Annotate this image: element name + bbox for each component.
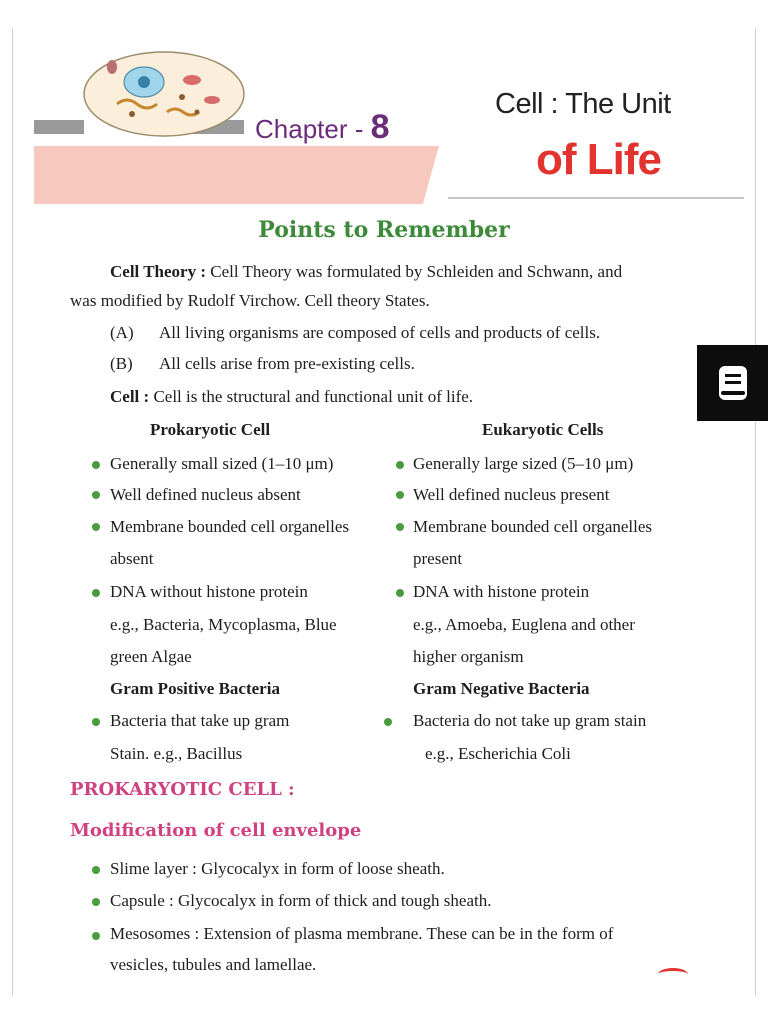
- book-icon: [717, 365, 749, 401]
- bullet-icon: [92, 491, 100, 499]
- gram-negative-point: Bacteria do not take up gram stain: [413, 711, 647, 730]
- animal-cell-diagram-icon: [72, 42, 262, 140]
- theory-item-a-text: All living organisms are composed of cells and products of cells.: [159, 323, 601, 342]
- bullet-icon: [92, 866, 100, 874]
- theory-item-a-marker: (A): [110, 323, 134, 342]
- bullet-icon: [92, 523, 100, 531]
- header-band: [34, 146, 439, 204]
- prokaryotic-point: Generally small sized (1–10 μm): [110, 454, 334, 473]
- eukaryotic-point: present: [413, 549, 463, 568]
- gram-positive-point: Stain. e.g., Bacillus: [110, 744, 243, 763]
- bullet-icon: [396, 491, 404, 499]
- cell-label: Cell :: [110, 387, 150, 406]
- theory-item-b-marker: (B): [110, 354, 133, 373]
- bullet-icon: [92, 589, 100, 597]
- book-tab-button[interactable]: [697, 345, 768, 421]
- prokaryotic-cell-heading: PROKARYOTIC CELL :: [70, 779, 295, 800]
- page-corner-mark: [658, 968, 688, 981]
- bullet-icon: [384, 718, 392, 726]
- theory-item-b-text: All cells arise from pre-existing cells.: [159, 354, 415, 373]
- eukaryotic-point: DNA with histone protein: [413, 582, 590, 601]
- gram-positive-point: Bacteria that take up gram: [110, 711, 290, 730]
- bullet-icon: [92, 461, 100, 469]
- gram-negative-point: e.g., Escherichia Coli: [425, 744, 571, 763]
- eukaryotic-point: Well defined nucleus present: [413, 485, 610, 504]
- chapter-title-line2: of Life: [536, 135, 661, 184]
- envelope-item: Mesosomes : Extension of plasma membrane. These can be in the form of: [110, 924, 614, 943]
- cell-theory-line1: Cell Theory : Cell Theory was formulated by Schleiden and Schwann, and: [110, 262, 623, 281]
- chapter-number: 8: [370, 108, 390, 146]
- gram-negative-heading: Gram Negative Bacteria: [413, 679, 590, 698]
- bullet-icon: [92, 898, 100, 906]
- eukaryotic-point: Generally large sized (5–10 μm): [413, 454, 634, 473]
- bullet-icon: [396, 461, 404, 469]
- envelope-item: Capsule : Glycocalyx in form of thick and tough sheath.: [110, 891, 492, 910]
- gram-positive-heading: Gram Positive Bacteria: [110, 679, 280, 698]
- prokaryotic-point: green Algae: [110, 647, 192, 666]
- bullet-icon: [92, 932, 100, 940]
- bullet-icon: [396, 589, 404, 597]
- cell-definition: Cell : Cell is the structural and functional unit of life.: [110, 387, 474, 406]
- eukaryotic-heading: Eukaryotic Cells: [482, 420, 604, 439]
- cell-theory-label: Cell Theory :: [110, 262, 207, 281]
- envelope-item: Slime layer : Glycocalyx in form of loose sheath.: [110, 859, 445, 878]
- eukaryotic-point: Membrane bounded cell organelles: [413, 517, 653, 536]
- prokaryotic-point: DNA without histone protein: [110, 582, 308, 601]
- prokaryotic-point: Well defined nucleus absent: [110, 485, 301, 504]
- chapter-title-line1: Cell : The Unit: [495, 88, 671, 120]
- cell-theory-line2: was modified by Rudolf Virchow. Cell theory States.: [70, 291, 430, 310]
- bullet-icon: [92, 718, 100, 726]
- prokaryotic-point: absent: [110, 549, 154, 568]
- eukaryotic-point: e.g., Amoeba, Euglena and other: [413, 615, 635, 634]
- prokaryotic-point: e.g., Bacteria, Mycoplasma, Blue: [110, 615, 337, 634]
- points-to-remember-heading: Points to Remember: [258, 217, 510, 243]
- envelope-item: vesicles, tubules and lamellae.: [110, 955, 317, 974]
- header-rule: [448, 197, 744, 199]
- chapter-label: Chapter - 8: [255, 108, 390, 146]
- prokaryotic-point: Membrane bounded cell organelles: [110, 517, 350, 536]
- bullet-icon: [396, 523, 404, 531]
- envelope-heading: Modification of cell envelope: [70, 820, 362, 841]
- eukaryotic-point: higher organism: [413, 647, 524, 666]
- prokaryotic-heading: Prokaryotic Cell: [150, 420, 271, 439]
